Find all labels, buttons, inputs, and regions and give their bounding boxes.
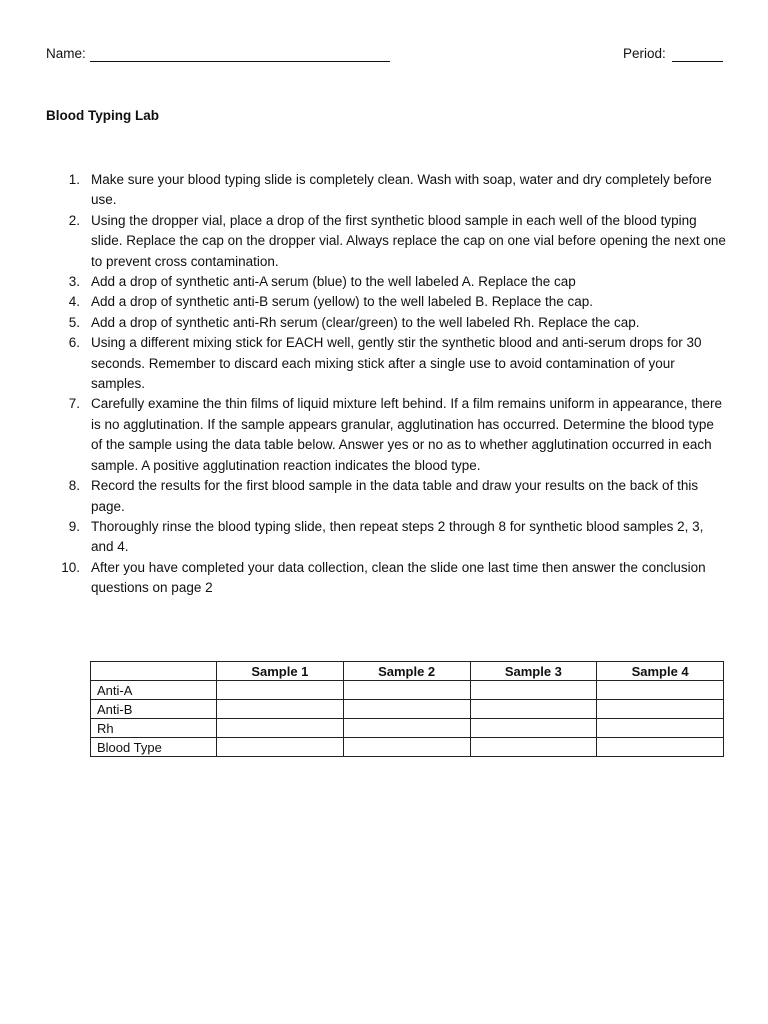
row-label: Blood Type [91, 738, 217, 757]
column-header: Sample 2 [343, 662, 470, 681]
instruction-list [46, 170, 726, 599]
column-header: Sample 4 [597, 662, 724, 681]
step-number: 9. [68, 518, 80, 534]
list-item [46, 517, 726, 558]
table-cell[interactable] [217, 719, 344, 738]
list-item [46, 313, 726, 333]
step-number: 3. [68, 274, 80, 290]
step-number: 8. [68, 478, 80, 494]
table-row [91, 719, 724, 738]
step-text: Make sure your blood typing slide is completely clean. Wash with soap, water and dry completely before use. [91, 172, 712, 208]
step-number: 10. [61, 559, 80, 575]
page-title: Blood Typing Lab [46, 108, 159, 123]
table-cell[interactable] [343, 700, 470, 719]
step-text: Add a drop of synthetic anti-B serum (yellow) to the well labeled B. Replace the cap. [91, 294, 594, 310]
header-row [46, 46, 723, 68]
table-cell[interactable] [597, 738, 724, 757]
step-number: 6. [68, 335, 80, 351]
column-header [91, 662, 217, 681]
list-item [46, 476, 726, 517]
name-label: Name: [46, 46, 86, 61]
step-text: Add a drop of synthetic anti-A serum (blue) to the well labeled A. Replace the cap [91, 274, 576, 290]
step-text: Using a different mixing stick for EACH well, gently stir the synthetic blood and anti-serum drops for 30 seconds. Remember to discard each mixing stick after a single use to avoid contamination of your samples. [91, 335, 702, 392]
step-number: 4. [68, 294, 80, 310]
row-label: Anti-B [91, 700, 217, 719]
table-cell[interactable] [470, 738, 597, 757]
table-cell[interactable] [470, 700, 597, 719]
step-text: Using the dropper vial, place a drop of the first synthetic blood sample in each well of the blood typing slide. Replace the cap on the dropper vial. Always replace the cap on one vial before opening the next one to prevent cross contamination. [91, 212, 726, 269]
step-text: Add a drop of synthetic anti-Rh serum (clear/green) to the well labeled Rh. Replace the cap. [91, 314, 640, 330]
table-header-row [91, 662, 724, 681]
step-text: Record the results for the first blood sample in the data table and draw your results on the back of this page. [91, 478, 699, 514]
row-label: Anti-A [91, 681, 217, 700]
table-cell[interactable] [217, 738, 344, 757]
table-row [91, 681, 724, 700]
table-cell[interactable] [343, 719, 470, 738]
step-number: 7. [68, 396, 80, 412]
column-header: Sample 3 [470, 662, 597, 681]
name-field-line[interactable] [90, 61, 390, 62]
table-cell[interactable] [470, 719, 597, 738]
period-label: Period: [623, 46, 666, 61]
row-label: Rh [91, 719, 217, 738]
step-number: 2. [68, 212, 80, 228]
list-item [46, 394, 726, 476]
table-cell[interactable] [343, 738, 470, 757]
step-number: 1. [68, 172, 80, 187]
list-item [46, 333, 726, 394]
table-cell[interactable] [343, 681, 470, 700]
table-row [91, 700, 724, 719]
period-field-line[interactable] [672, 61, 723, 62]
list-item [46, 211, 726, 272]
table-cell[interactable] [597, 681, 724, 700]
list-item [46, 558, 726, 599]
step-text: Thoroughly rinse the blood typing slide, then repeat steps 2 through 8 for synthetic blood samples 2, 3, and 4. [91, 518, 704, 555]
table-cell[interactable] [217, 700, 344, 719]
list-item [46, 170, 726, 211]
data-table [90, 661, 724, 757]
step-text: After you have completed your data collection, clean the slide one last time then answer the conclusion questions on page 2 [91, 559, 706, 596]
list-item [46, 272, 726, 292]
table-cell[interactable] [470, 681, 597, 700]
table-cell[interactable] [597, 719, 724, 738]
column-header: Sample 1 [217, 662, 344, 681]
table-cell[interactable] [217, 681, 344, 700]
table-row [91, 738, 724, 757]
step-number: 5. [68, 314, 80, 330]
table-cell[interactable] [597, 700, 724, 719]
step-text: Carefully examine the thin films of liquid mixture left behind. If a film remains uniform in appearance, there is no agglutination. If the sample appears granular, agglutination has occurred. Determine the blood type of the sample using the data table below. Answer yes or no as to whether agglutination occurred in each sample. A positive agglutination reaction indicates the blood type. [91, 396, 723, 473]
list-item [46, 292, 726, 312]
